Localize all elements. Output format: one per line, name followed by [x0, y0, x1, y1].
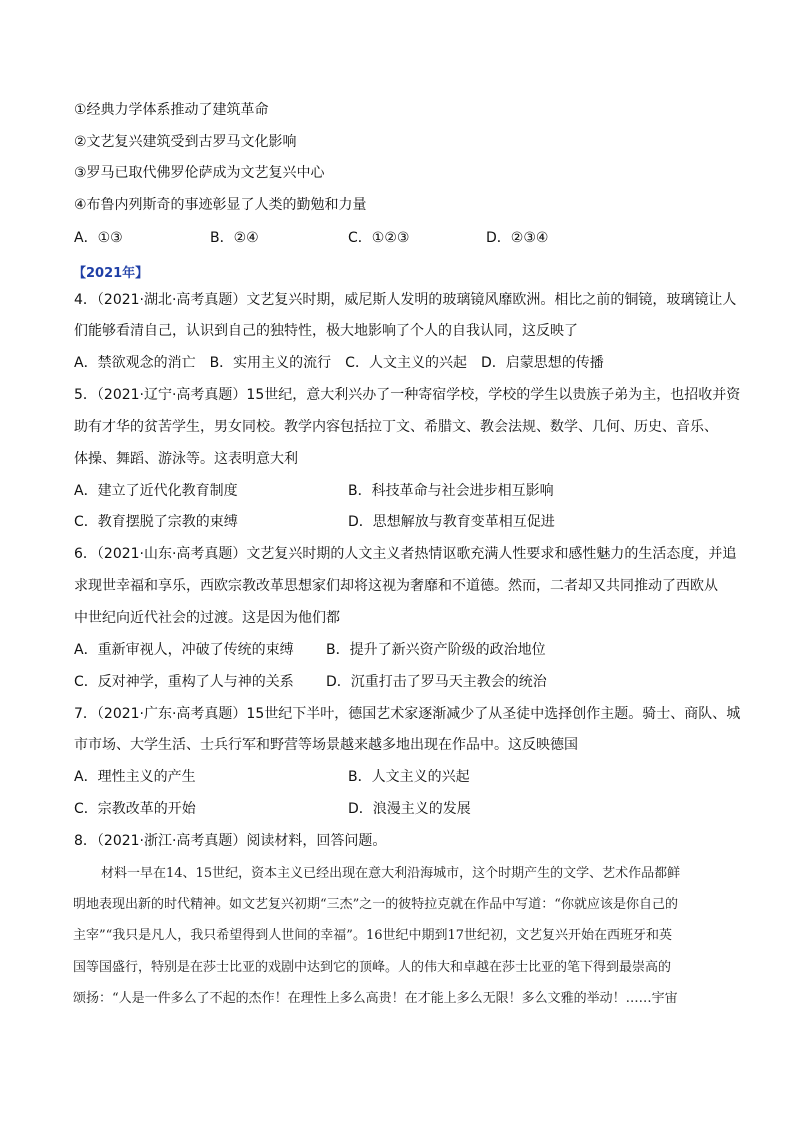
q5-stem-line1: 5．（2021·辽宁·高考真题）15世纪，意大利兴办了一种寄宿学校，学校的学生以贵族子弟为主，也招收并资 [74, 387, 741, 403]
q5-option-d: D．思想解放与教育变革相互促进 [348, 514, 555, 530]
q5-option-c: C．教育摆脱了宗教的束缚 [74, 514, 238, 530]
q5-stem-line2: 助有才华的贫苦学生，男女同校。教学内容包括拉丁文、希腊文、教会法规、数学、几何、历史、音乐、 [74, 419, 718, 435]
q6-stem-line1: 6．（2021·山东·高考真题）文艺复兴时期的人文主义者热情讴歌充满人性要求和感性魅力的生活态度，并追 [74, 546, 737, 562]
q5-stem-line3: 体操、舞蹈、游泳等。这表明意大利 [74, 451, 298, 467]
material-line-3: 主宰”“我只是凡人，我只希望得到人世间的幸福”。16世纪中期到17世纪初，文艺复兴开始在西班牙和英 [73, 928, 673, 943]
q7-option-c: C．宗教改革的开始 [74, 801, 196, 817]
q4-stem-line1: 4．（2021·湖北·高考真题）文艺复兴时期，威尼斯人发明的玻璃镜风靡欧洲。相比之前的铜镜，玻璃镜让人 [74, 292, 737, 308]
q7-option-d: D．浪漫主义的发展 [348, 801, 471, 817]
material-line-5: 颂扬：“人是一件多么了不起的杰作！在理性上多么高贵！在才能上多么无限！多么文雅的举动！……宇宙 [73, 991, 678, 1006]
q4-options: A．禁欲观念的消亡 B．实用主义的流行 C．人文主义的兴起 D．启蒙思想的传播 [74, 355, 604, 371]
q6-stem-line2: 求现世幸福和享乐，西欧宗教改革思想家们却将这视为奢靡和不道德。然而，二者却又共同推动了西欧从 [74, 578, 718, 594]
q4-stem-line2: 们能够看清自己，认识到自己的独特性，极大地影响了个人的自我认同，这反映了 [74, 323, 578, 339]
statement-3: ③罗马已取代佛罗伦萨成为文艺复兴中心 [74, 165, 325, 181]
q6-option-c: C．反对神学，重构了人与神的关系 [74, 674, 294, 690]
material-line-1: 材料一早在14、15世纪，资本主义已经出现在意大利沿海城市，这个时期产生的文学、艺术作品都鲜 [101, 866, 681, 881]
statement-1: ①经典力学体系推动了建筑革命 [74, 102, 269, 118]
q7-option-a: A．理性主义的产生 [74, 769, 196, 785]
q6-option-a: A．重新审视人，冲破了传统的束缚 [74, 642, 294, 658]
q6-option-d: D．沉重打击了罗马天主教会的统治 [326, 674, 547, 690]
q7-stem-line2: 市市场、大学生活、士兵行军和野营等场景越来越多地出现在作品中。这反映德国 [74, 737, 578, 753]
q5-option-b: B．科技革命与社会进步相互影响 [348, 483, 554, 499]
q3-option-b: B．②④ [210, 230, 259, 246]
statement-4: ④布鲁内列斯奇的事迹彰显了人类的勤勉和力量 [74, 197, 367, 213]
statement-2: ②文艺复兴建筑受到古罗马文化影响 [74, 134, 297, 150]
q3-option-c: C．①②③ [348, 230, 410, 246]
q3-option-a: A．①③ [74, 230, 123, 246]
q7-option-b: B．人文主义的兴起 [348, 769, 470, 785]
year-heading: 【2021年】 [73, 266, 149, 281]
q3-option-d: D．②③④ [486, 230, 549, 246]
material-line-4: 国等国盛行，特别是在莎士比亚的戏剧中达到它的顶峰。人的伟大和卓越在莎士比亚的笔下得到最崇高的 [73, 960, 672, 975]
q8-stem-line1: 8．（2021·浙江·高考真题）阅读材料，回答问题。 [74, 833, 387, 849]
q6-option-b: B．提升了新兴资产阶级的政治地位 [326, 642, 546, 658]
q7-stem-line1: 7．（2021·广东·高考真题）15世纪下半叶，德国艺术家逐渐减少了从圣徒中选择创作主题。骑士、商队、城 [74, 706, 741, 722]
material-line-2: 明地表现出新的时代精神。如文艺复兴初期“三杰”之一的彼特拉克就在作品中写道：“你就应该是你自己的 [73, 897, 678, 912]
q5-option-a: A．建立了近代化教育制度 [74, 483, 238, 499]
q6-stem-line3: 中世纪向近代社会的过渡。这是因为他们都 [74, 610, 340, 626]
